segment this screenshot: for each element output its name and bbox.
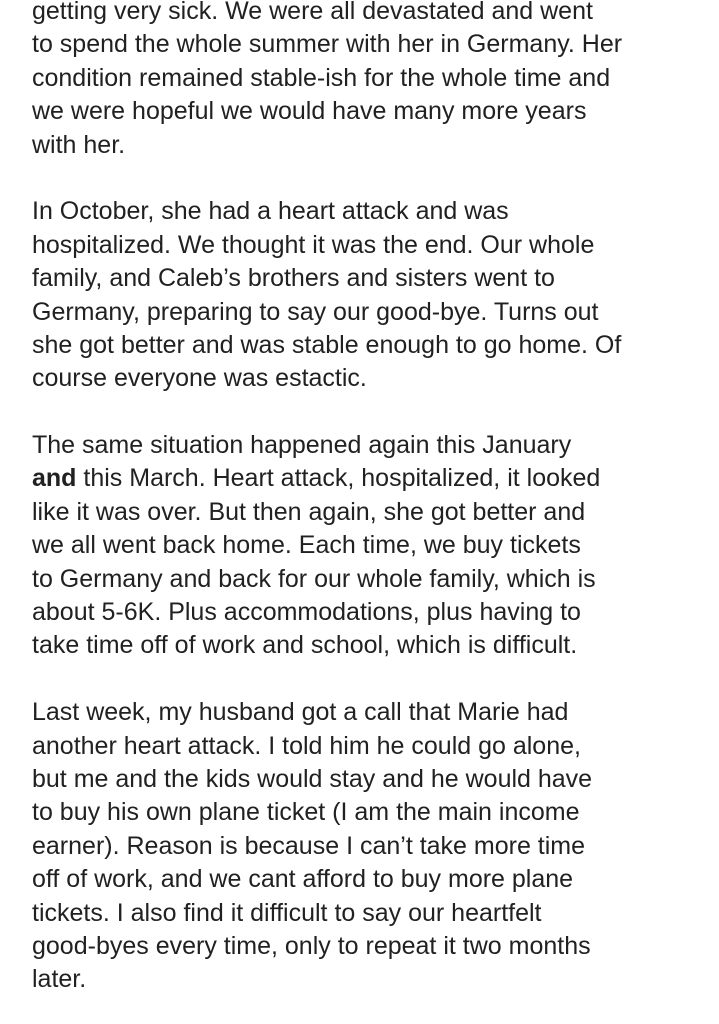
paragraph-gap bbox=[32, 663, 712, 696]
text-line: to buy his own plane ticket (I am the main income bbox=[32, 798, 580, 827]
text-line: like it was over. But then again, she got better and bbox=[32, 497, 586, 526]
text-line: The same situation happened again this January bbox=[32, 431, 572, 460]
text-line: another heart attack. I told him he could go alone, bbox=[32, 731, 581, 760]
text-line: good-byes every time, only to repeat it two months bbox=[32, 931, 591, 960]
text-line: later. bbox=[32, 965, 87, 994]
text-line: with her. bbox=[32, 130, 126, 159]
text-segment: this March. Heart attack, hospitalized, it looked bbox=[76, 464, 601, 493]
paragraph-gap bbox=[32, 162, 712, 195]
text-line bbox=[32, 462, 712, 495]
paragraph-3 bbox=[32, 429, 712, 663]
text-line: to Germany and back for our whole family, which is bbox=[32, 564, 596, 593]
paragraph-gap bbox=[32, 396, 712, 429]
paragraph-4 bbox=[32, 696, 712, 997]
text-line: hospitalized. We thought it was the end. Our whole bbox=[32, 230, 595, 259]
text-line: but me and the kids would stay and he would have bbox=[32, 764, 593, 793]
text-line: take time off of work and school, which is difficult. bbox=[32, 631, 578, 660]
post-body bbox=[32, 0, 712, 997]
text-line: to spend the whole summer with her in Germany. Her bbox=[32, 30, 623, 59]
text-line: In October, she had a heart attack and was bbox=[32, 197, 509, 226]
bold-word: and bbox=[32, 464, 77, 493]
text-line: getting very sick. We were all devastated and went bbox=[32, 0, 593, 25]
paragraph-2 bbox=[32, 195, 712, 395]
text-line: earner). Reason is because I can’t take more time bbox=[32, 831, 586, 860]
text-line: off of work, and we cant afford to buy more plane bbox=[32, 865, 574, 894]
text-line: course everyone was estactic. bbox=[32, 364, 367, 393]
text-line: condition remained stable-ish for the whole time and bbox=[32, 63, 611, 92]
text-line: we all went back home. Each time, we buy tickets bbox=[32, 531, 581, 560]
text-line: we were hopeful we would have many more years bbox=[32, 97, 587, 126]
text-line: Last week, my husband got a call that Marie had bbox=[32, 698, 569, 727]
text-line: about 5-6K. Plus accommodations, plus having to bbox=[32, 598, 581, 627]
text-line: she got better and was stable enough to go home. Of bbox=[32, 330, 622, 359]
paragraph-1 bbox=[32, 0, 712, 162]
text-line: family, and Caleb’s brothers and sisters went to bbox=[32, 264, 555, 293]
text-line: Germany, preparing to say our good-bye. Turns out bbox=[32, 297, 599, 326]
text-line: tickets. I also find it difficult to say our heartfelt bbox=[32, 898, 542, 927]
